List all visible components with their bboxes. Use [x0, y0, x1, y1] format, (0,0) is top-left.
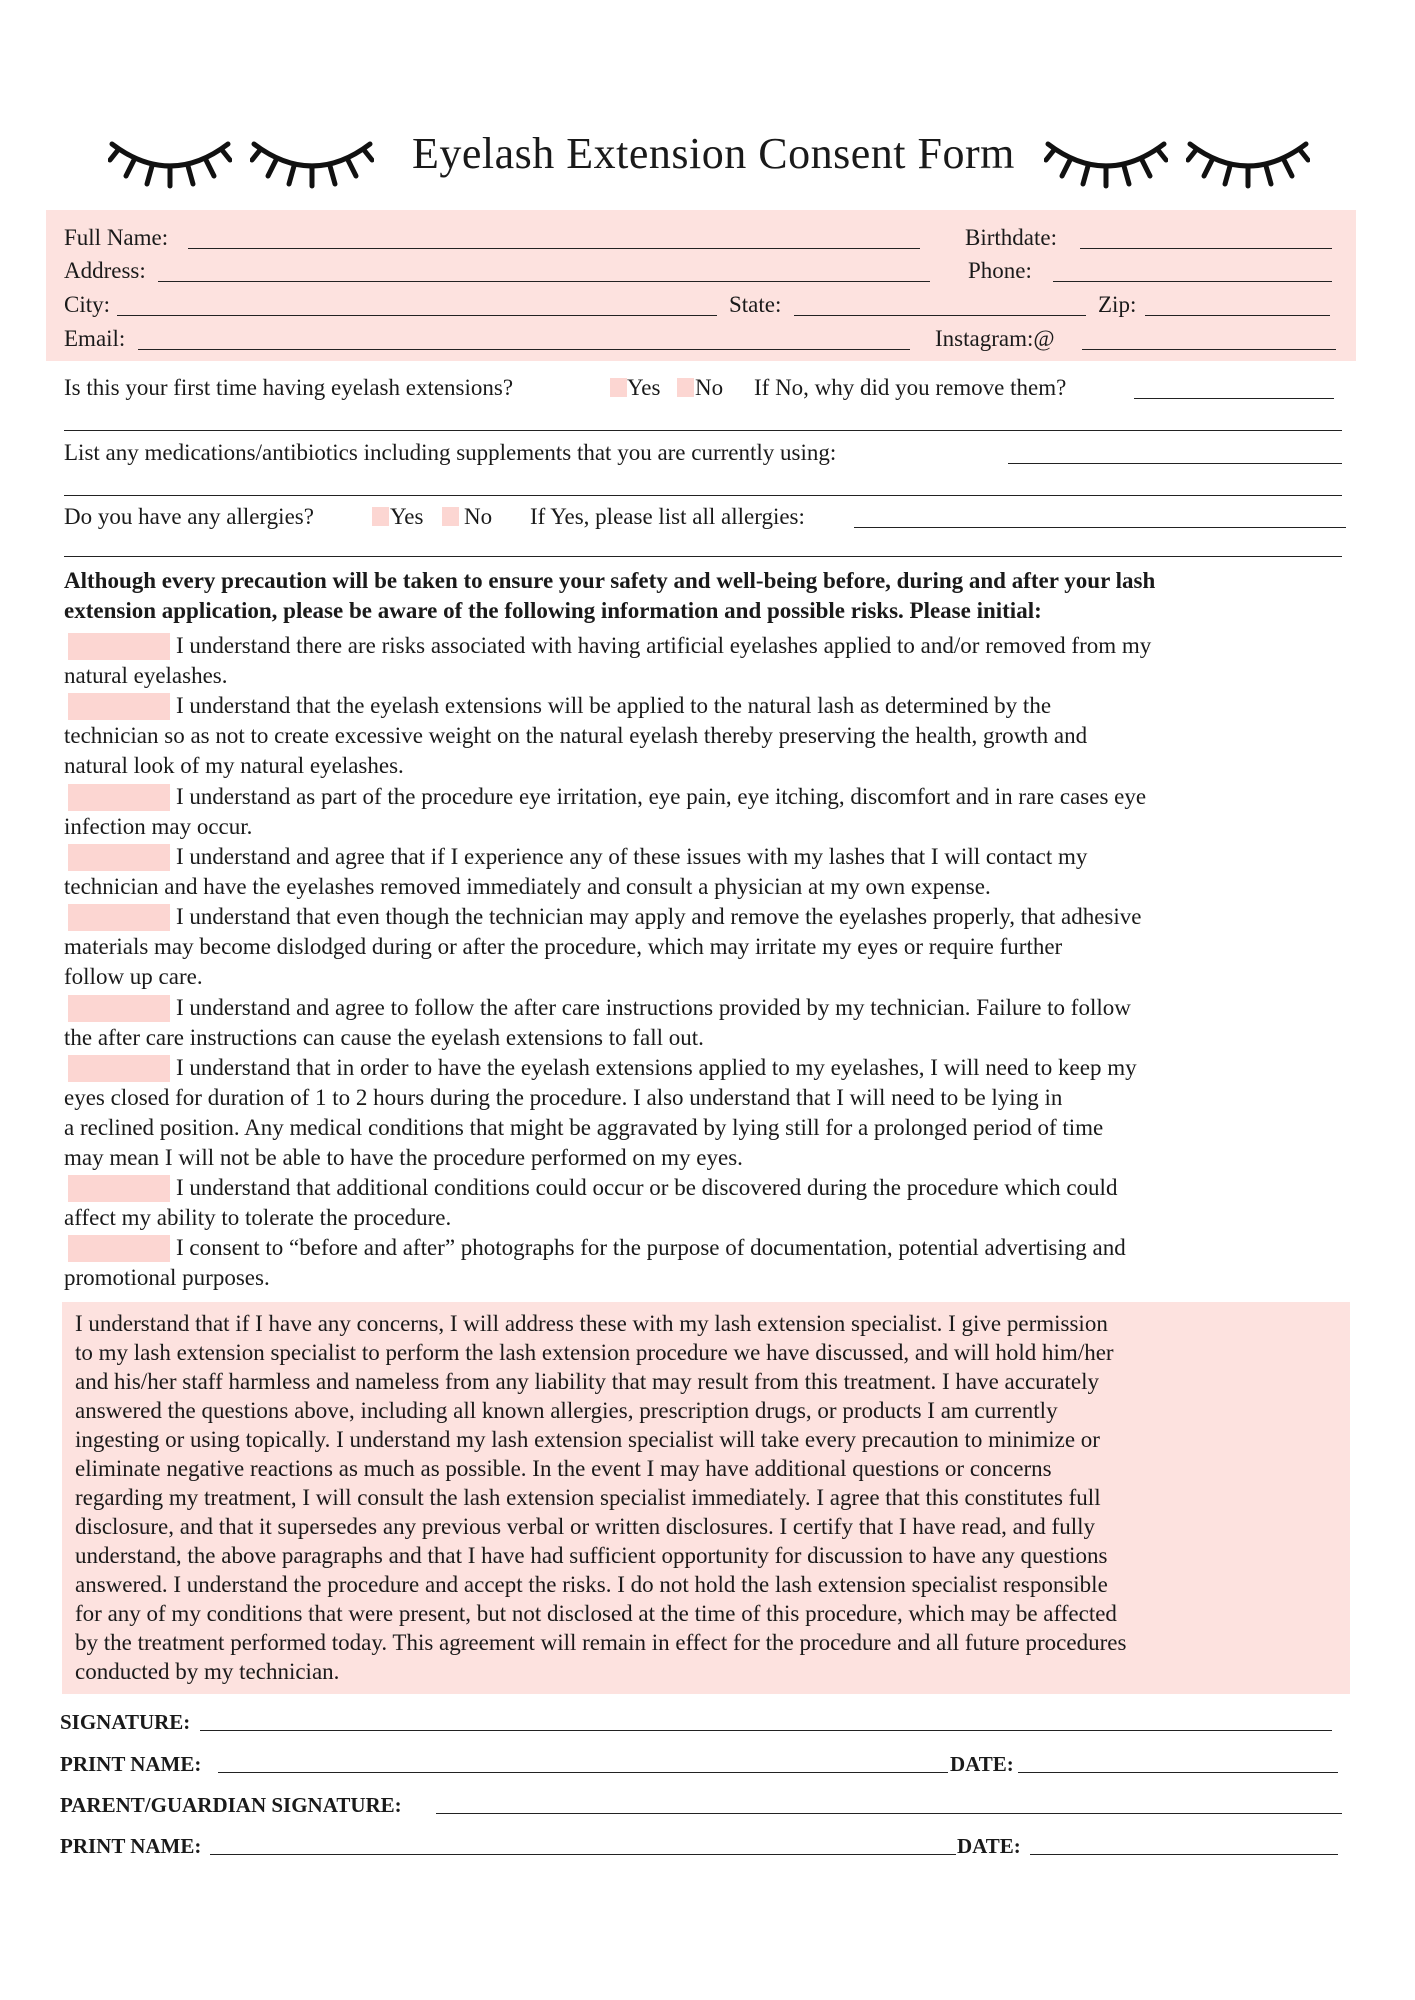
statement-text: I understand that even though the technician may apply and remove the eyelashes properly, that adhesive: [176, 904, 1142, 929]
statement-text: eyes closed for duration of 1 to 2 hours during the procedure. I also understand that I will need to be lying in: [64, 1085, 1063, 1110]
statement-text: I understand and agree that if I experience any of these issues with my lashes that I will contact my: [176, 844, 1088, 869]
full-name-field[interactable]: [188, 248, 920, 249]
agreement-line: answered the questions above, including all known allergies, prescription drugs, or products I am currently: [75, 1398, 1058, 1423]
risks-intro-line-2: extension application, please be aware of the following information and possible risks. Please initial:: [64, 598, 1042, 623]
statement-text: technician so as not to create excessive weight on the natural eyelash thereby preserving the health, growth and: [64, 723, 1088, 748]
statement-text: natural look of my natural eyelashes.: [64, 753, 404, 778]
statement-text: natural eyelashes.: [64, 663, 228, 688]
agreement-line: conducted by my technician.: [75, 1659, 340, 1684]
guardian-print-name-field[interactable]: [210, 1854, 956, 1855]
email-field[interactable]: [138, 349, 910, 350]
state-field[interactable]: [794, 315, 1086, 316]
statement-text: follow up care.: [64, 964, 203, 989]
first-time-question: Is this your first time having eyelash extensions?: [64, 375, 514, 400]
signature-label: SIGNATURE:: [60, 1710, 191, 1734]
closed-eyelash-icon: [1044, 124, 1168, 190]
date-label: DATE:: [950, 1752, 1014, 1776]
statement-text: I understand that the eyelash extensions will be applied to the natural lash as determined by the: [176, 693, 1052, 718]
agreement-line: I understand that if I have any concerns, I will address these with my lash extension specialist. I give permission: [75, 1311, 1108, 1336]
initial-box[interactable]: [68, 693, 170, 720]
full-name-label: Full Name:: [64, 225, 169, 250]
statement-text: materials may become dislodged during or after the procedure, which may irritate my eyes or require further: [64, 934, 1063, 959]
agreement-line: regarding my treatment, I will consult the lash extension specialist immediately. I agree that this constitutes full: [75, 1485, 1101, 1510]
initial-box[interactable]: [68, 1055, 170, 1082]
date-field[interactable]: [1018, 1772, 1338, 1773]
agreement-line: answered. I understand the procedure and accept the risks. I do not hold the lash extension specialist responsible: [75, 1572, 1108, 1597]
statement-text: a reclined position. Any medical conditions that might be aggravated by lying still for a prolonged period of time: [64, 1115, 1104, 1140]
birthdate-label: Birthdate:: [965, 225, 1057, 250]
agreement-line: and his/her staff harmless and nameless from any liability that may result from this treatment. I have accurately: [75, 1369, 1100, 1394]
statement-text: may mean I will not be able to have the procedure performed on my eyes.: [64, 1145, 743, 1170]
medications-field-line-2[interactable]: [64, 495, 1342, 496]
statement-text: technician and have the eyelashes removed immediately and consult a physician at my own expense.: [64, 874, 991, 899]
statement-text: affect my ability to tolerate the procedure.: [64, 1205, 452, 1230]
agreement-line: understand, the above paragraphs and that I have had sufficient opportunity for discussion to have any questions: [75, 1543, 1108, 1568]
address-label: Address:: [64, 258, 146, 283]
signature-field[interactable]: [200, 1730, 1332, 1731]
phone-field[interactable]: [1053, 281, 1332, 282]
why-removed-field-line-2[interactable]: [64, 430, 1342, 431]
allergies-yes-checkbox[interactable]: [372, 507, 389, 526]
form-title: Eyelash Extension Consent Form: [412, 129, 1015, 178]
guardian-signature-field[interactable]: [436, 1813, 1342, 1814]
initial-box[interactable]: [68, 995, 170, 1022]
state-label: State:: [729, 292, 782, 317]
first-time-yes-label: Yes: [627, 375, 661, 400]
agreement-line: eliminate negative reactions as much as possible. In the event I may have additional questions or concerns: [75, 1456, 1052, 1481]
initial-box[interactable]: [68, 844, 170, 871]
closed-eyelash-icon: [1186, 124, 1310, 190]
agreement-line: by the treatment performed today. This agreement will remain in effect for the procedure and all future procedures: [75, 1630, 1127, 1655]
initial-box[interactable]: [68, 633, 170, 660]
initial-box[interactable]: [68, 904, 170, 931]
print-name-label: PRINT NAME:: [60, 1752, 202, 1776]
statement-text: infection may occur.: [64, 814, 253, 839]
client-info-section: [46, 210, 1356, 361]
statement-text: I understand and agree to follow the after care instructions provided by my technician. Failure to follow: [176, 995, 1131, 1020]
risks-intro-line-1: Although every precaution will be taken to ensure your safety and well-being before, during and after your lash: [64, 568, 1156, 593]
allergies-field[interactable]: [854, 527, 1346, 528]
why-removed-question: If No, why did you remove them?: [754, 375, 1067, 400]
allergies-no-label: No: [464, 504, 493, 529]
initial-box[interactable]: [68, 784, 170, 811]
email-label: Email:: [64, 326, 126, 351]
address-field[interactable]: [158, 281, 930, 282]
instagram-field[interactable]: [1082, 349, 1336, 350]
birthdate-field[interactable]: [1080, 248, 1332, 249]
statement-text: I understand that in order to have the eyelash extensions applied to my eyelashes, I will need to keep my: [176, 1055, 1137, 1080]
first-time-yes-checkbox[interactable]: [610, 378, 627, 397]
closed-eyelash-icon: [108, 124, 232, 190]
zip-label: Zip:: [1098, 292, 1137, 317]
closed-eyelash-icon: [250, 124, 374, 190]
medications-question: List any medications/antibiotics including supplements that you are currently using:: [64, 440, 837, 465]
agreement-line: to my lash extension specialist to perform the lash extension procedure we have discussed, and will hold him/her: [75, 1340, 1114, 1365]
zip-field[interactable]: [1145, 315, 1330, 316]
statement-text: I understand as part of the procedure eye irritation, eye pain, eye itching, discomfort and in rare cases eye: [176, 784, 1147, 809]
list-allergies-question: If Yes, please list all allergies:: [530, 504, 805, 529]
allergies-no-checkbox[interactable]: [442, 507, 459, 526]
allergies-yes-label: Yes: [390, 504, 424, 529]
agreement-line: disclosure, and that it supersedes any previous verbal or written disclosures. I certify that I have read, and fully: [75, 1514, 1095, 1539]
print-name-field[interactable]: [218, 1772, 948, 1773]
first-time-no-checkbox[interactable]: [677, 378, 694, 397]
phone-label: Phone:: [968, 258, 1032, 283]
city-field[interactable]: [117, 315, 717, 316]
guardian-date-label: DATE:: [957, 1834, 1021, 1858]
statement-text: promotional purposes.: [64, 1265, 270, 1290]
allergies-field-line-2[interactable]: [64, 556, 1342, 557]
agreement-line: ingesting or using topically. I understand my lash extension specialist will take every precaution to minimize or: [75, 1427, 1100, 1452]
guardian-date-field[interactable]: [1030, 1854, 1338, 1855]
guardian-print-name-label: PRINT NAME:: [60, 1834, 202, 1858]
medications-field[interactable]: [1008, 463, 1342, 464]
first-time-no-label: No: [695, 375, 724, 400]
statement-text: I understand that additional conditions could occur or be discovered during the procedure which could: [176, 1175, 1118, 1200]
statement-text: I consent to “before and after” photographs for the purpose of documentation, potential advertising and: [176, 1235, 1126, 1260]
initial-box[interactable]: [68, 1175, 170, 1202]
why-removed-field[interactable]: [1134, 398, 1334, 399]
instagram-label: Instagram:@: [935, 326, 1055, 351]
statement-text: I understand there are risks associated with having artificial eyelashes applied to and/or removed from my: [176, 633, 1152, 658]
initial-box[interactable]: [68, 1235, 170, 1262]
statement-text: the after care instructions can cause the eyelash extensions to fall out.: [64, 1025, 704, 1050]
guardian-signature-label: PARENT/GUARDIAN SIGNATURE:: [60, 1793, 402, 1817]
agreement-line: for any of my conditions that were present, but not disclosed at the time of this procedure, which may be affected: [75, 1601, 1117, 1626]
allergies-question: Do you have any allergies?: [64, 504, 314, 529]
city-label: City:: [64, 292, 111, 317]
